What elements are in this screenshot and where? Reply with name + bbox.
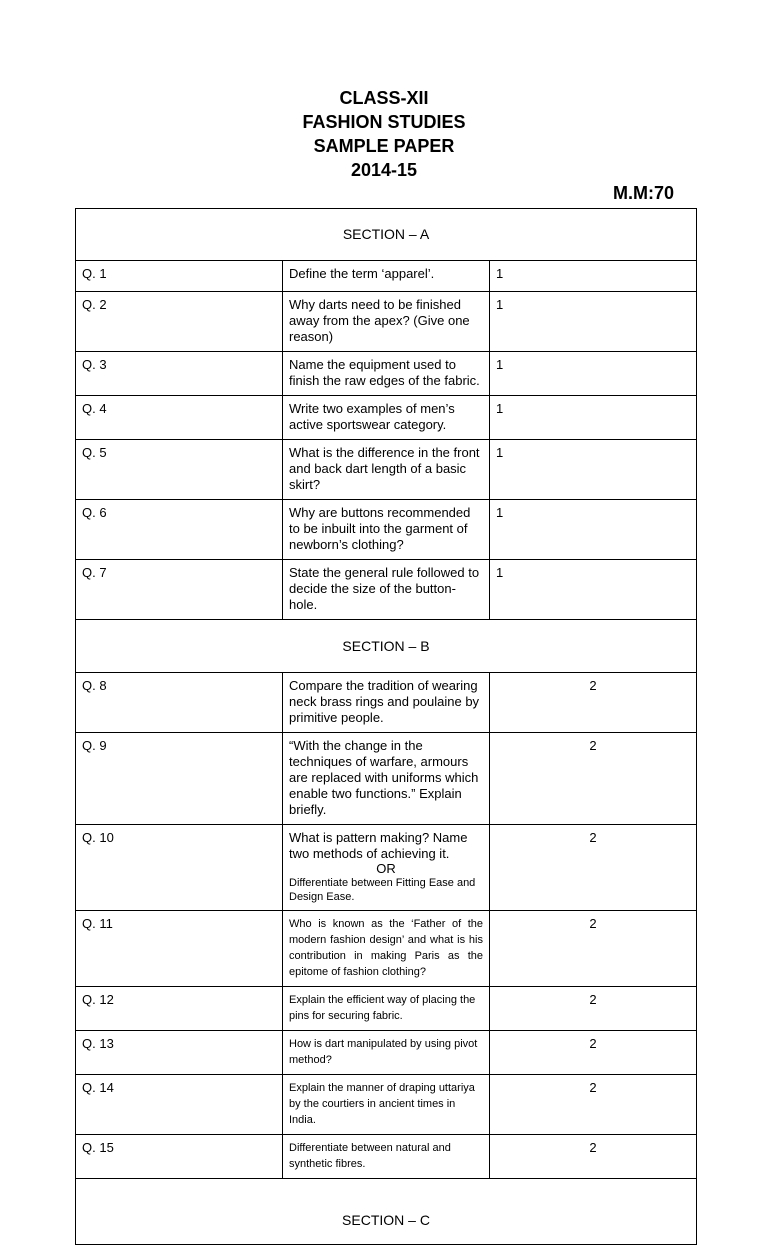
question-marks: 2 [490, 825, 697, 911]
table-row [76, 500, 697, 560]
question-number: Q. 11 [76, 911, 283, 987]
question-marks: 1 [490, 560, 697, 620]
question-number: Q. 12 [76, 987, 283, 1031]
or-separator: OR [376, 861, 396, 876]
question-marks: 2 [490, 1075, 697, 1135]
question-text: What is the difference in the front and back dart length of a basic skirt? [283, 440, 490, 500]
question-text: “With the change in the techniques of warfare, armours are replaced with uniforms which enable two functions.” Explain briefly. [283, 733, 490, 825]
question-marks: 1 [490, 440, 697, 500]
question-marks: 2 [490, 1031, 697, 1075]
class-title: CLASS-XII [339, 88, 429, 108]
question-marks: 2 [490, 987, 697, 1031]
question-text: Differentiate between natural and synthetic fibres. [283, 1135, 490, 1179]
question-number: Q. 7 [76, 560, 283, 620]
question-text: Who is known as the ‘Father of the modern fashion design’ and what is his contribution in making Paris as the epitome of fashion clothing? [283, 911, 490, 987]
question-number: Q. 2 [76, 292, 283, 352]
question-marks: 1 [490, 396, 697, 440]
question-text: Explain the efficient way of placing the pins for securing fabric. [283, 987, 490, 1031]
question-number: Q. 3 [76, 352, 283, 396]
session-year: 2014-15 [350, 160, 418, 180]
question-text: Compare the tradition of wearing neck brass rings and poulaine by primitive people. [283, 673, 490, 733]
section-b-heading: SECTION – B [76, 620, 697, 673]
question-number: Q. 5 [76, 440, 283, 500]
question-text: How is dart manipulated by using pivot method? [283, 1031, 490, 1075]
question-marks: 1 [490, 261, 697, 292]
question-marks: 1 [490, 500, 697, 560]
table-row [76, 396, 697, 440]
question-marks: 2 [490, 911, 697, 987]
question-text [283, 825, 490, 911]
question-number: Q. 14 [76, 1075, 283, 1135]
table-row [76, 352, 697, 396]
question-marks: 1 [490, 292, 697, 352]
table-row [76, 1135, 697, 1179]
section-a-heading: SECTION – A [76, 209, 697, 261]
table-row [76, 673, 697, 733]
subject-title: FASHION STUDIES [302, 112, 466, 132]
question-number: Q. 8 [76, 673, 283, 733]
question-number: Q. 1 [76, 261, 283, 292]
question-number: Q. 9 [76, 733, 283, 825]
question-text-alternative: Differentiate between Fitting Ease and Design Ease. [289, 877, 476, 903]
question-text: Define the term ‘apparel’. [283, 261, 490, 292]
table-row [76, 733, 697, 825]
question-text: Why are buttons recommended to be inbuilt into the garment of newborn’s clothing? [283, 500, 490, 560]
section-c-row [76, 1179, 697, 1245]
question-text: Why darts need to be finished away from the apex? (Give one reason) [283, 292, 490, 352]
section-c-heading: SECTION – C [76, 1179, 697, 1245]
question-marks: 1 [490, 352, 697, 396]
max-marks: M.M:70 [612, 183, 674, 203]
question-marks: 2 [490, 673, 697, 733]
question-number: Q. 13 [76, 1031, 283, 1075]
table-row [76, 261, 697, 292]
question-text: State the general rule followed to decide the size of the button-hole. [283, 560, 490, 620]
paper-heading [0, 86, 768, 182]
question-marks: 2 [490, 1135, 697, 1179]
table-row [76, 292, 697, 352]
table-row [76, 560, 697, 620]
table-row [76, 825, 697, 911]
question-text: Write two examples of men’s active sportswear category. [283, 396, 490, 440]
question-marks: 2 [490, 733, 697, 825]
table-row [76, 1031, 697, 1075]
table-row [76, 440, 697, 500]
question-number: Q. 4 [76, 396, 283, 440]
question-number: Q. 6 [76, 500, 283, 560]
table-row [76, 911, 697, 987]
section-b-row [76, 620, 697, 673]
table-row [76, 1075, 697, 1135]
question-text-main: What is pattern making? Name two methods of achieving it. [289, 830, 468, 861]
question-number: Q. 10 [76, 825, 283, 911]
question-number: Q. 15 [76, 1135, 283, 1179]
question-text: Name the equipment used to finish the raw edges of the fabric. [283, 352, 490, 396]
paper-type: SAMPLE PAPER [313, 136, 455, 156]
section-a-row [76, 209, 697, 261]
question-table [75, 208, 697, 1245]
question-text: Explain the manner of draping uttariya by the courtiers in ancient times in India. [283, 1075, 490, 1135]
